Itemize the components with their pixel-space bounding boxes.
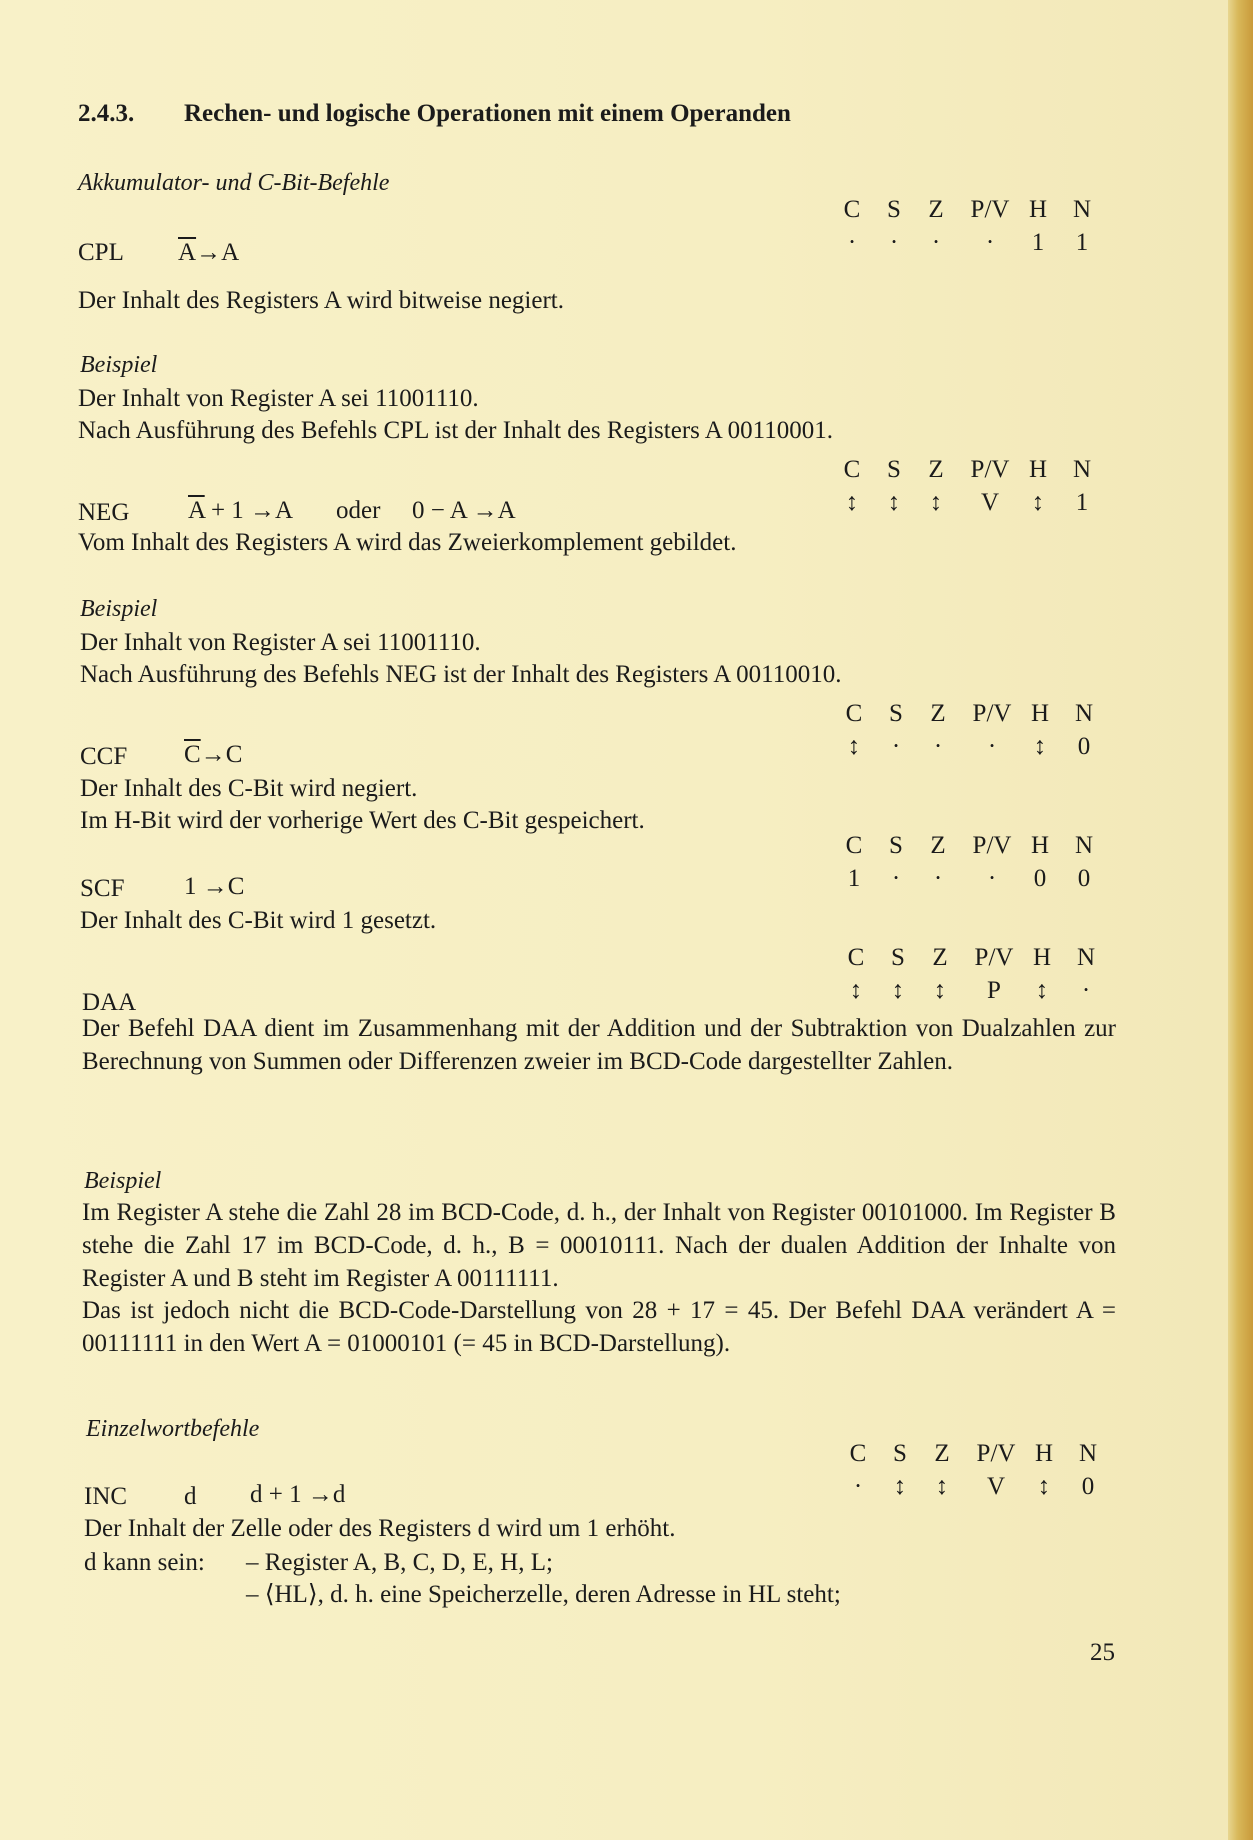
- flag-value: ↕: [1037, 1473, 1051, 1500]
- inc-description: Der Inhalt der Zelle oder des Registers d wird um 1 erhöht.: [84, 1515, 676, 1542]
- flag-header: Z: [928, 456, 944, 483]
- flag-value: 1: [1075, 489, 1089, 516]
- flag-header: P/V: [970, 196, 1010, 223]
- neg-op-or: oder: [336, 497, 381, 524]
- section-title: Rechen- und logische Operationen mit einem Operanden: [184, 100, 791, 127]
- flag-value: ·: [987, 865, 997, 892]
- flag-value: ↕: [933, 977, 947, 1004]
- flag-value: ↕: [887, 489, 901, 516]
- daa-example-paragraph: Im Register A stehe die Zahl 28 im BCD-Code, d. h., der Inhalt von Register 00101000. Im Register B stehe die Zahl 17 im BCD-Code, d. h., B = 00010111. Nach der dualen Addition der Inhalte von Register A und B steht im Register A 00111111.: [82, 1199, 1116, 1292]
- inc-d-label: d kann sein:: [84, 1549, 205, 1576]
- flag-value: ↕: [849, 977, 863, 1004]
- neg-example-label: Beispiel: [80, 596, 158, 622]
- flag-header: C: [847, 944, 865, 971]
- cpl-op-rest: →A: [196, 239, 240, 266]
- flag-header: S: [893, 1440, 907, 1467]
- flag-value: 0: [1077, 865, 1091, 892]
- flag-header: H: [1030, 700, 1050, 727]
- flag-header: C: [845, 700, 863, 727]
- flag-value: 1: [1075, 229, 1089, 256]
- flag-header: N: [1074, 700, 1094, 727]
- neg-mnemonic: NEG: [78, 499, 130, 526]
- flag-header: S: [887, 196, 901, 223]
- inc-operation: d + 1 →d: [250, 1481, 346, 1508]
- neg-op-alt: 0 − A →A: [412, 497, 516, 524]
- flag-value: ·: [889, 229, 899, 256]
- neg-op-bar: $\overline{A}$: [188, 497, 205, 524]
- flag-value: ·: [853, 1473, 863, 1500]
- flag-header: N: [1078, 1440, 1098, 1467]
- cpl-description: Der Inhalt des Registers A wird bitweise negiert.: [78, 287, 564, 314]
- cpl-op-bar: $\overline{A}$: [178, 239, 197, 266]
- flag-header: C: [845, 832, 863, 859]
- ccf-description-line: Im H-Bit wird der vorherige Wert des C-Bit gespeichert.: [80, 807, 645, 834]
- flag-value: ·: [891, 733, 901, 760]
- flag-value: ↕: [893, 1473, 907, 1500]
- subtitle-akku: Akkumulator- und C-Bit-Befehle: [78, 170, 390, 196]
- flag-value: ↕: [845, 489, 859, 516]
- cpl-example-line: Der Inhalt von Register A sei 11001110.: [78, 385, 479, 412]
- flag-header: Z: [930, 832, 946, 859]
- flag-value: ·: [933, 733, 943, 760]
- daa-description: Der Befehl DAA dient im Zusammenhang mit der Addition und der Subtraktion von Dualzahlen zur Berechnung von Summen oder Differenzen zweier im BCD-Code dargestellter Zahlen.: [82, 1015, 1116, 1075]
- scf-operation: 1 →C: [184, 873, 245, 900]
- flag-header: N: [1072, 456, 1092, 483]
- scf-description: Der Inhalt des C-Bit wird 1 gesetzt.: [80, 907, 437, 934]
- flag-header: P/V: [976, 1440, 1016, 1467]
- cpl-operation: [178, 236, 239, 269]
- ccf-description-line: Der Inhalt des C-Bit wird negiert.: [80, 775, 418, 802]
- flag-value: V: [986, 1473, 1006, 1500]
- ccf-operation: [184, 738, 242, 771]
- section-number: 2.4.3.: [78, 100, 135, 127]
- flag-header: P/V: [972, 832, 1012, 859]
- flag-value: ↕: [847, 733, 861, 760]
- flag-value: ·: [931, 229, 941, 256]
- flag-header: P/V: [970, 456, 1010, 483]
- daa-example-paragraph: Das ist jedoch nicht die BCD-Code-Darstellung von 28 + 17 = 45. Der Befehl DAA verändert A = 00111111 in den Wert A = 01000101 (= 45 in BCD-Darstellung).: [82, 1297, 1116, 1357]
- daa-mnemonic: DAA: [82, 989, 137, 1016]
- flag-value: 0: [1077, 733, 1091, 760]
- flag-value: 0: [1081, 1473, 1095, 1500]
- flag-value: ↕: [935, 1473, 949, 1500]
- flag-header: C: [843, 196, 861, 223]
- flag-header: N: [1074, 832, 1094, 859]
- cpl-example-line: Nach Ausführung des Befehls CPL ist der Inhalt des Registers A 00110001.: [78, 417, 834, 444]
- scf-mnemonic: SCF: [80, 875, 125, 902]
- ccf-mnemonic: CCF: [80, 743, 128, 770]
- ccf-op-rest: →C: [200, 741, 243, 768]
- daa-example-label: Beispiel: [84, 1168, 162, 1194]
- inc-operand: d: [184, 1483, 197, 1510]
- flag-header: P/V: [974, 944, 1014, 971]
- neg-operation: [188, 494, 293, 527]
- cpl-mnemonic: CPL: [78, 239, 124, 266]
- neg-op-rest: + 1 →A: [210, 497, 294, 524]
- flag-header: H: [1030, 832, 1050, 859]
- flag-header: P/V: [972, 700, 1012, 727]
- flag-value: 0: [1033, 865, 1047, 892]
- neg-description: Vom Inhalt des Registers A wird das Zweierkomplement gebildet.: [78, 529, 737, 556]
- flag-value: ↕: [891, 977, 905, 1004]
- flag-value: 1: [1031, 229, 1045, 256]
- flag-value: ↕: [1033, 733, 1047, 760]
- page-number: 25: [1090, 1639, 1115, 1666]
- subtitle-einzel: Einzelwortbefehle: [86, 1416, 260, 1442]
- inc-d-item: – Register A, B, C, D, E, H, L;: [246, 1549, 553, 1576]
- flag-header: N: [1076, 944, 1096, 971]
- neg-example-line: Nach Ausführung des Befehls NEG ist der Inhalt des Registers A 00110010.: [80, 661, 842, 688]
- flag-value: V: [980, 489, 1000, 516]
- flag-value: ↕: [1031, 489, 1045, 516]
- inc-d-item: – ⟨HL⟩, d. h. eine Speicherzelle, deren Adresse in HL steht;: [246, 1581, 841, 1608]
- flag-value: ·: [847, 229, 857, 256]
- flag-value: ·: [985, 229, 995, 256]
- flag-header: H: [1028, 196, 1048, 223]
- cpl-example-label: Beispiel: [80, 352, 158, 378]
- page-edge: [1228, 0, 1253, 1840]
- flag-value: ↕: [1035, 977, 1049, 1004]
- inc-mnemonic: INC: [84, 1483, 128, 1510]
- flag-header: S: [891, 944, 905, 971]
- flag-value: 1: [847, 865, 861, 892]
- flag-value: ·: [987, 733, 997, 760]
- flag-value: ·: [933, 865, 943, 892]
- flag-header: Z: [932, 944, 948, 971]
- flag-header: H: [1034, 1440, 1054, 1467]
- flag-header: Z: [928, 196, 944, 223]
- flag-header: Z: [930, 700, 946, 727]
- flag-value: ·: [891, 865, 901, 892]
- flag-header: S: [889, 700, 903, 727]
- neg-example-line: Der Inhalt von Register A sei 11001110.: [80, 629, 481, 656]
- ccf-op-bar: $\overline{C}$: [184, 741, 201, 768]
- flag-header: C: [843, 456, 861, 483]
- flag-header: N: [1072, 196, 1092, 223]
- flag-header: S: [889, 832, 903, 859]
- flag-value: P: [987, 977, 1001, 1004]
- flag-value: ·: [1081, 977, 1091, 1004]
- flag-header: C: [849, 1440, 867, 1467]
- flag-header: H: [1032, 944, 1052, 971]
- flag-header: H: [1028, 456, 1048, 483]
- flag-value: ↕: [929, 489, 943, 516]
- flag-header: S: [887, 456, 901, 483]
- flag-header: Z: [934, 1440, 950, 1467]
